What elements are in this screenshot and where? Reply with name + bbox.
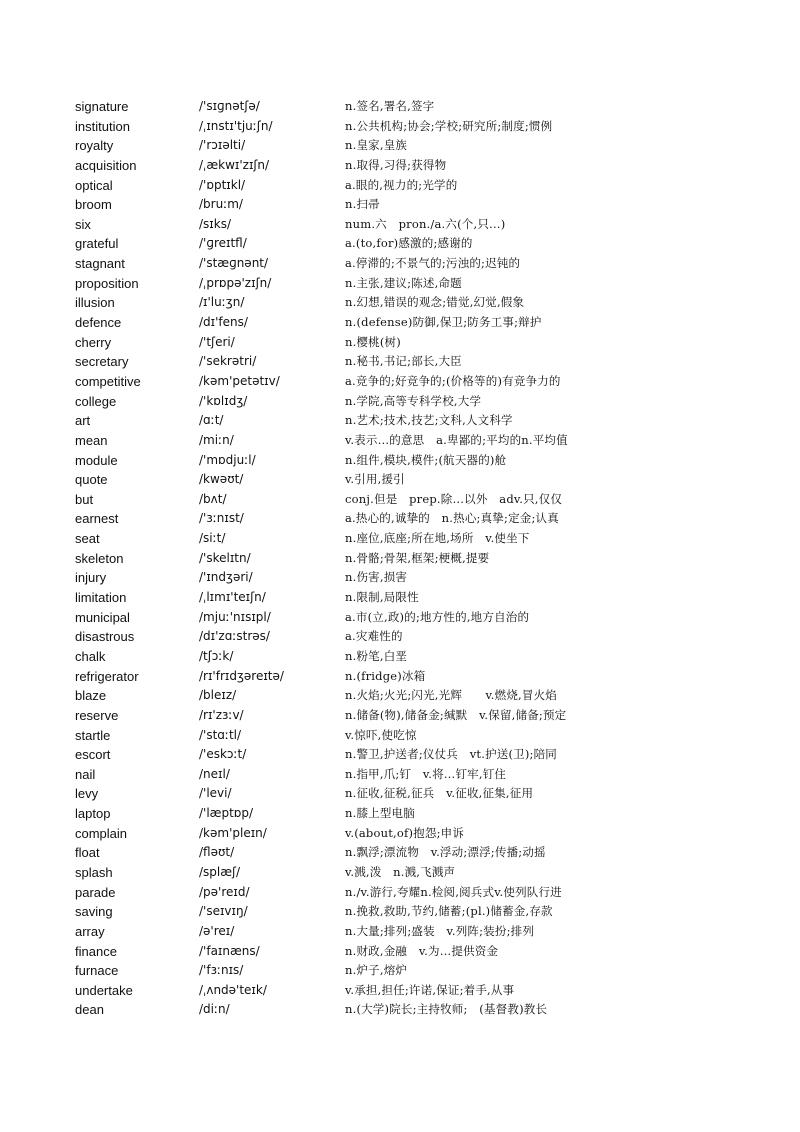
- vocab-definition: a.停滞的;不景气的;污浊的;迟钝的: [345, 256, 521, 271]
- vocab-phonetic: /miːn/: [199, 432, 234, 447]
- vocab-word: municipal: [75, 609, 130, 625]
- vocab-definition: n.伤害,损害: [345, 570, 408, 585]
- vocab-definition: n.膝上型电脑: [345, 806, 415, 821]
- vocab-word: broom: [75, 197, 112, 213]
- vocab-definition: n.组件,模块,模件;(航天器的)舱: [345, 452, 507, 467]
- vocab-row: [75, 686, 775, 706]
- vocab-word: complain: [75, 825, 128, 841]
- vocab-phonetic: /ˌprɒpə'zɪʃn/: [199, 275, 272, 290]
- vocab-row: [75, 254, 775, 274]
- vocab-phonetic: /ɪ'luːʒn/: [199, 295, 245, 310]
- vocab-word: skeleton: [75, 550, 124, 566]
- vocab-word: disastrous: [75, 629, 135, 645]
- vocab-word: laptop: [75, 806, 111, 822]
- vocab-row: [75, 549, 775, 569]
- vocab-word: nail: [75, 766, 96, 782]
- vocab-word: parade: [75, 884, 116, 900]
- vocab-row: [75, 765, 775, 785]
- vocab-definition: v.溅,泼 n.溅,飞溅声: [345, 864, 456, 879]
- vocab-row: [75, 490, 775, 510]
- vocab-word: defence: [75, 315, 122, 331]
- vocab-word: stagnant: [75, 256, 125, 272]
- vocab-definition: n.骨骼;骨架,框架;梗概,提要: [345, 550, 490, 565]
- vocab-word: royalty: [75, 138, 114, 154]
- vocab-word: chalk: [75, 648, 106, 664]
- vocab-word: levy: [75, 786, 99, 802]
- vocab-phonetic: /'stæɡnənt/: [199, 256, 269, 271]
- vocab-phonetic: /fləʊt/: [199, 845, 235, 860]
- vocab-row: [75, 961, 775, 981]
- vocab-phonetic: /dɪ'zɑːstrəs/: [199, 629, 270, 644]
- vocab-row: [75, 784, 775, 804]
- vocab-row: [75, 215, 775, 235]
- vocab-phonetic: /'skelɪtn/: [199, 550, 251, 565]
- vocab-word: grateful: [75, 236, 119, 252]
- vocab-definition: n.(defense)防御,保卫;防务工事;辩护: [345, 315, 542, 330]
- vocab-phonetic: /bruːm/: [199, 197, 243, 212]
- vocab-definition: n.皇家,皇族: [345, 138, 408, 153]
- vocab-row: [75, 117, 775, 137]
- vocab-row: [75, 667, 775, 687]
- vocab-row: [75, 372, 775, 392]
- vocab-definition: n.储备(物),储备金;缄默 v.保留,储备;预定: [345, 707, 567, 722]
- vocab-phonetic: /'sɪɡnətʃə/: [199, 99, 260, 113]
- vocab-phonetic: /bleɪz/: [199, 688, 237, 703]
- vocab-word: injury: [75, 570, 107, 586]
- vocab-word: splash: [75, 864, 113, 880]
- vocab-definition: n.财政,金融 v.为…提供资金: [345, 943, 499, 958]
- vocab-row: [75, 608, 775, 628]
- vocab-phonetic: /neɪl/: [199, 766, 230, 781]
- vocab-definition: n./v.游行,夸耀n.检阅,阅兵式v.使列队行进: [345, 884, 562, 899]
- vocab-definition: n.粉笔,白垩: [345, 648, 408, 663]
- vocab-word: cherry: [75, 334, 112, 350]
- vocab-word: art: [75, 413, 91, 429]
- vocab-definition: v.承担,担任;许诺,保证;着手,从事: [345, 982, 515, 997]
- vocab-definition: n.警卫,护送者;仪仗兵 vt.护送(卫);陪同: [345, 747, 558, 762]
- vocab-phonetic: /'levi/: [199, 786, 232, 801]
- vocab-word: illusion: [75, 295, 115, 311]
- vocab-row: [75, 942, 775, 962]
- vocab-phonetic: /ˌækwɪ'zɪʃn/: [199, 157, 270, 172]
- vocab-word: limitation: [75, 590, 127, 606]
- vocab-phonetic: /ˌʌndə'teɪk/: [199, 982, 267, 997]
- vocab-definition: n.公共机构;协会;学校;研究所;制度;惯例: [345, 118, 553, 133]
- vocab-row: [75, 627, 775, 647]
- vocab-phonetic: /'eskɔːt/: [199, 747, 247, 762]
- vocab-phonetic: /'ɜːnɪst/: [199, 511, 244, 526]
- vocab-phonetic: /'ɡreɪtfl/: [199, 236, 247, 251]
- vocab-phonetic: /dɪ'fens/: [199, 315, 248, 330]
- vocab-word: startle: [75, 727, 111, 743]
- vocab-phonetic: /rɪ'frɪdʒəreɪtə/: [199, 668, 284, 683]
- vocab-definition: num.六 pron./a.六(个,只…): [345, 216, 506, 231]
- vocab-phonetic: /'stɑːtl/: [199, 727, 242, 742]
- vocab-definition: n.秘书,书记;部长,大臣: [345, 354, 462, 369]
- vocab-word: module: [75, 452, 118, 468]
- vocab-word: float: [75, 845, 100, 861]
- vocab-row: [75, 293, 775, 313]
- vocab-word: six: [75, 216, 91, 232]
- vocab-phonetic: /diːn/: [199, 1002, 230, 1017]
- vocab-word: escort: [75, 747, 111, 763]
- vocab-word: acquisition: [75, 157, 137, 173]
- vocab-definition: a.热心的,诚挚的 n.热心;真挚;定金;认真: [345, 511, 559, 526]
- vocab-word: finance: [75, 943, 117, 959]
- vocab-word: seat: [75, 531, 100, 547]
- vocab-row: [75, 195, 775, 215]
- vocab-word: refrigerator: [75, 668, 139, 684]
- vocab-definition: n.挽救,救助,节约,储蓄;(pl.)储蓄金,存款: [345, 904, 553, 919]
- vocab-row: [75, 470, 775, 490]
- vocab-definition: n.炉子,熔炉: [345, 963, 408, 978]
- vocab-phonetic: /'sekrətri/: [199, 354, 257, 369]
- vocab-row: [75, 726, 775, 746]
- vocab-definition: v.表示…的意思 a.卑鄙的;平均的n.平均值: [345, 432, 568, 447]
- vocab-phonetic: /'seɪvɪŋ/: [199, 904, 248, 919]
- vocab-row: [75, 529, 775, 549]
- vocab-phonetic: /ɑːt/: [199, 413, 224, 428]
- vocab-row: [75, 234, 775, 254]
- vocab-definition: a.灾难性的: [345, 629, 403, 644]
- vocab-row: [75, 863, 775, 883]
- vocab-phonetic: /mjuː'nɪsɪpl/: [199, 609, 271, 624]
- vocab-definition: n.签名,署名,签字: [345, 99, 435, 113]
- vocab-row: [75, 706, 775, 726]
- vocab-phonetic: /'læptɒp/: [199, 806, 254, 821]
- vocab-word: proposition: [75, 275, 139, 291]
- vocab-row: [75, 156, 775, 176]
- vocab-row: [75, 411, 775, 431]
- vocab-row: [75, 431, 775, 451]
- vocab-phonetic: /kəm'petətɪv/: [199, 373, 280, 388]
- vocab-phonetic: /'ɪndʒəri/: [199, 570, 253, 585]
- vocab-definition: n.主张,建议;陈述,命题: [345, 275, 462, 290]
- vocab-phonetic: /splæʃ/: [199, 864, 241, 879]
- vocab-word: earnest: [75, 511, 119, 527]
- vocab-phonetic: /'tʃeri/: [199, 334, 235, 349]
- vocab-row: [75, 745, 775, 765]
- vocab-word: mean: [75, 432, 108, 448]
- vocab-word: blaze: [75, 688, 107, 704]
- vocab-row: [75, 588, 775, 608]
- vocab-word: institution: [75, 118, 130, 134]
- vocab-phonetic: /ˌɪnstɪ'tjuːʃn/: [199, 118, 273, 133]
- vocab-definition: n.艺术;技术,技艺;文科,人文科学: [345, 413, 513, 428]
- vocab-definition: n.大量;排列;盛装 v.列阵;装扮;排列: [345, 923, 535, 938]
- vocab-phonetic: /kwəʊt/: [199, 472, 244, 487]
- vocab-definition: n.取得,习得;获得物: [345, 157, 447, 172]
- vocab-definition: n.樱桃(树): [345, 334, 401, 349]
- vocab-word: reserve: [75, 707, 119, 723]
- vocab-phonetic: /ə'reɪ/: [199, 923, 235, 938]
- vocab-phonetic: /rɪ'zɜːv/: [199, 707, 244, 722]
- vocab-phonetic: /'kɒlɪdʒ/: [199, 393, 248, 408]
- vocab-definition: n.幻想,错误的观念;错觉,幻觉,假象: [345, 295, 525, 310]
- vocab-row: [75, 804, 775, 824]
- vocab-row: [75, 922, 775, 942]
- vocab-word: competitive: [75, 373, 141, 389]
- vocab-word: signature: [75, 99, 129, 114]
- vocab-definition: v.惊吓,使吃惊: [345, 727, 417, 742]
- vocab-row: [75, 509, 775, 529]
- vocabulary-list: [75, 97, 775, 1020]
- vocab-definition: v.(about,of)抱怨;申诉: [345, 825, 465, 840]
- vocab-definition: conj.但是 prep.除…以外 adv.只,仅仅: [345, 491, 563, 506]
- vocab-phonetic: /'mɒdjuːl/: [199, 452, 256, 467]
- vocab-row: [75, 176, 775, 196]
- vocab-row: [75, 843, 775, 863]
- vocab-definition: n.学院,高等专科学校,大学: [345, 393, 482, 408]
- vocab-row: [75, 902, 775, 922]
- vocab-phonetic: /siːt/: [199, 531, 226, 546]
- vocab-row: [75, 647, 775, 667]
- vocab-row: [75, 568, 775, 588]
- vocab-row: [75, 451, 775, 471]
- vocab-phonetic: /bʌt/: [199, 491, 227, 506]
- vocab-row: [75, 981, 775, 1001]
- vocab-definition: n.征收,征税,征兵 v.征收,征集,征用: [345, 786, 534, 801]
- vocab-row: [75, 824, 775, 844]
- vocab-definition: a.(to,for)感激的;感谢的: [345, 236, 473, 251]
- vocab-definition: a.竞争的;好竞争的;(价格等的)有竞争力的: [345, 373, 561, 388]
- vocab-phonetic: /tʃɔːk/: [199, 648, 234, 663]
- vocab-row: [75, 392, 775, 412]
- vocab-row: [75, 1000, 775, 1020]
- vocab-row: [75, 313, 775, 333]
- vocab-definition: a.眼的,视力的;光学的: [345, 177, 458, 192]
- vocab-word: but: [75, 491, 94, 507]
- vocab-definition: n.座位,底座;所在地,场所 v.使坐下: [345, 531, 530, 546]
- vocab-phonetic: /'ɒptɪkl/: [199, 177, 246, 192]
- vocab-word: undertake: [75, 982, 133, 998]
- vocab-phonetic: /sɪks/: [199, 216, 231, 231]
- vocab-word: optical: [75, 177, 113, 193]
- vocab-word: college: [75, 393, 117, 409]
- vocab-row: [75, 333, 775, 353]
- vocab-definition: n.火焰;火光;闪光,光辉 v.燃烧,冒火焰: [345, 688, 558, 703]
- vocab-phonetic: /'faɪnæns/: [199, 943, 260, 958]
- vocab-definition: n.(fridge)冰箱: [345, 668, 426, 683]
- vocab-phonetic: /kəm'pleɪn/: [199, 825, 267, 840]
- vocab-row: [75, 136, 775, 156]
- vocab-phonetic: /'fɜːnɪs/: [199, 963, 244, 978]
- vocab-definition: v.引用,援引: [345, 472, 405, 487]
- vocab-phonetic: /ˌlɪmɪ'teɪʃn/: [199, 590, 266, 605]
- vocab-definition: n.扫帚: [345, 197, 380, 212]
- vocab-row: [75, 274, 775, 294]
- vocab-row: [75, 97, 775, 117]
- vocab-definition: n.(大学)院长;主持牧师; (基督教)教长: [345, 1002, 548, 1017]
- vocab-row: [75, 352, 775, 372]
- vocab-word: secretary: [75, 354, 129, 370]
- vocab-word: array: [75, 923, 105, 939]
- vocab-word: furnace: [75, 963, 119, 979]
- vocab-definition: n.限制,局限性: [345, 590, 419, 605]
- vocab-definition: n.指甲,爪;钉 v.将…钉牢,钉住: [345, 766, 507, 781]
- vocab-phonetic: /pə'reɪd/: [199, 884, 250, 899]
- vocab-definition: n.飘浮;漂流物 v.浮动;漂浮;传播;动摇: [345, 845, 546, 860]
- vocab-row: [75, 883, 775, 903]
- vocab-phonetic: /'rɔɪəlti/: [199, 138, 246, 153]
- vocab-word: quote: [75, 472, 108, 488]
- vocab-word: saving: [75, 904, 113, 920]
- vocab-definition: a.市(立,政)的;地方性的,地方自治的: [345, 609, 530, 624]
- vocab-word: dean: [75, 1002, 104, 1018]
